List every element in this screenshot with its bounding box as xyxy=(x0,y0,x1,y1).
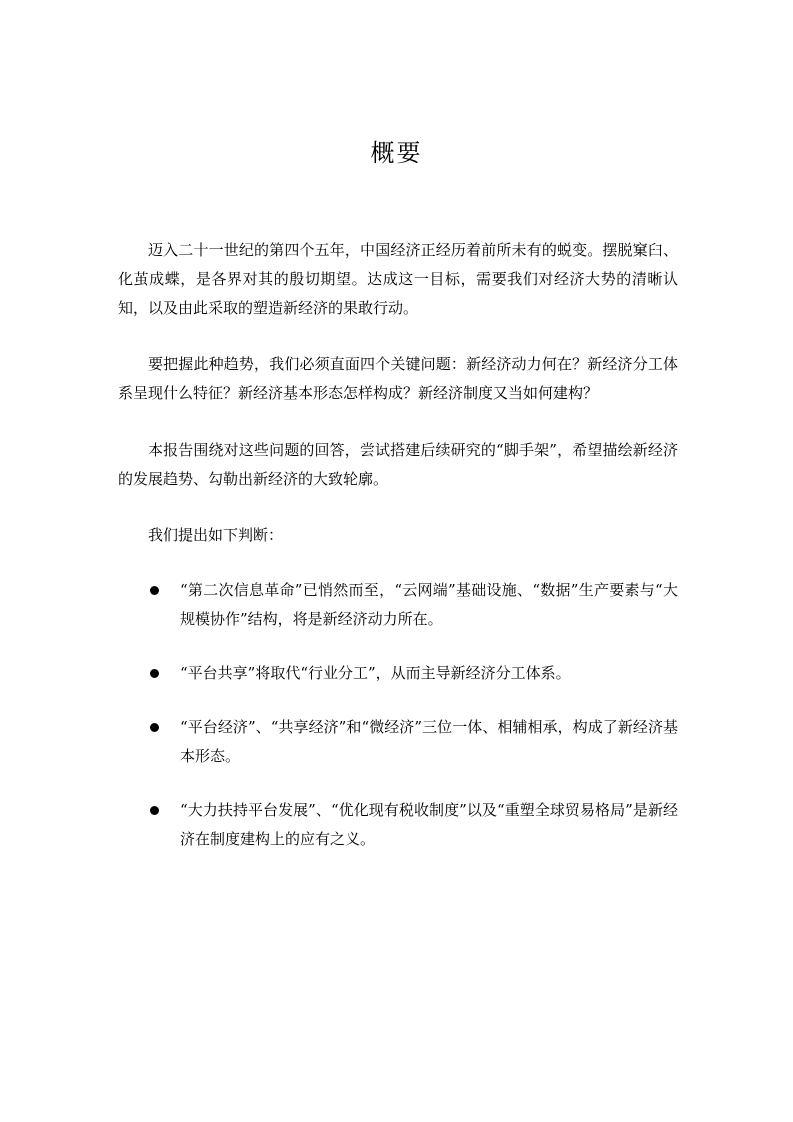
bullet-icon xyxy=(150,806,159,815)
page-title: 概要 xyxy=(370,139,423,167)
list-item xyxy=(118,796,678,854)
judgment-list xyxy=(118,576,678,854)
list-item xyxy=(118,713,678,771)
list-item-text: “平台经济”、“共享经济”和“微经济”三位一体、相辅相承，构成了新经济基本形态。 xyxy=(180,718,678,765)
paragraph-judgments-lead: 我们提出如下判断： xyxy=(148,526,284,544)
bullet-icon xyxy=(150,669,159,678)
paragraph-intro: 迈入二十一世纪的第四个五年，中国经济正经历着前所未有的蜕变。摆脱窠臼、化茧成蝶，是各界对其的殷切期望。达成这一目标，需要我们对经济大势的清晰认知，以及由此采取的塑造新经济的果敢行动。 xyxy=(118,241,678,317)
list-item-text: “大力扶持平台发展”、“优化现有税收制度”以及“重塑全球贸易格局”是新经济在制度建构上的应有之义。 xyxy=(180,801,678,848)
list-item xyxy=(118,659,678,688)
list-item-text: “平台共享”将取代“行业分工”，从而主导新经济分工体系。 xyxy=(180,664,571,682)
paragraph-purpose: 本报告围绕对这些问题的回答，尝试搭建后续研究的“脚手架”，希望描绘新经济的发展趋势、勾勒出新经济的大致轮廓。 xyxy=(118,441,678,488)
bullet-icon xyxy=(150,586,159,595)
bullet-icon xyxy=(150,723,159,732)
list-item-text: “第二次信息革命”已悄然而至，“云网端”基础设施、“数据”生产要素与“大规模协作”结构，将是新经济动力所在。 xyxy=(180,581,678,628)
list-item xyxy=(118,576,678,634)
paragraph-questions: 要把握此种趋势，我们必须直面四个关键问题：新经济动力何在？新经济分工体系呈现什么特征？新经济基本形态怎样构成？新经济制度又当如何建构？ xyxy=(118,355,678,402)
